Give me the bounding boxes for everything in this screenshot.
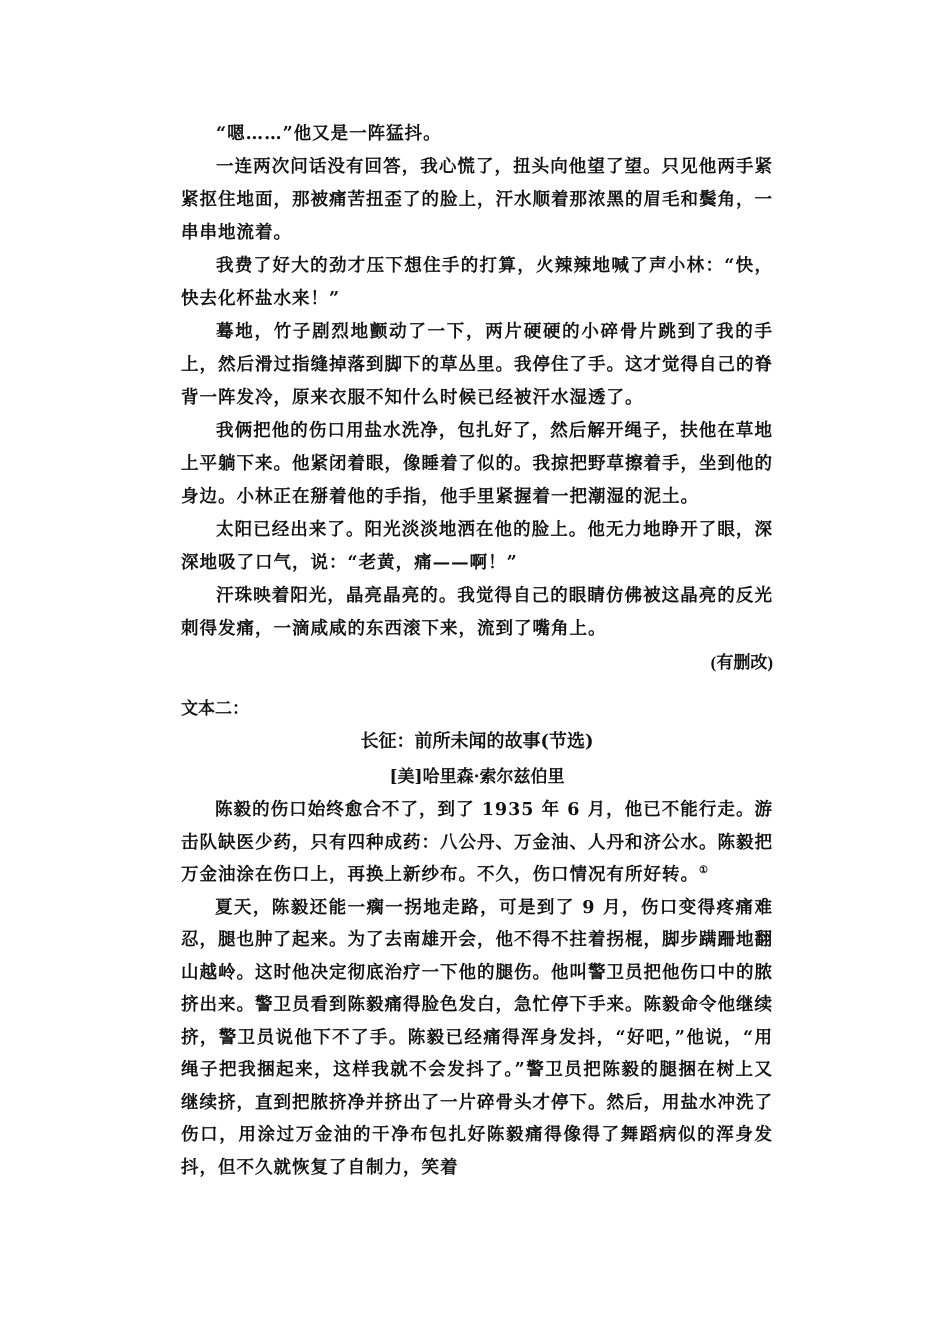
paragraph: 我俩把他的伤口用盐水洗净，包扎好了，然后解开绳子，扶他在草地上平躺下来。他紧闭着眼，像睡着了似的。我掠把野草擦着手，坐到他的身边。小林正在掰着他的手指，他手里紧握着一把潮湿的泥土。 <box>181 421 773 507</box>
section-label: 文本二： <box>181 699 249 719</box>
paragraph <box>181 794 773 892</box>
paragraph-text: 陈毅的伤口始终愈合不了，到了 1935 年 6 月，他已不能行走。游击队缺医少药，只有四种成药：八公丹、万金油、人丹和济公水。陈毅把万金油涂在伤口上，再换上新纱布。不久，伤口情况有所好转。 <box>181 800 773 885</box>
footnote-mark: ① <box>699 865 709 877</box>
paragraph: 一连两次问话没有回答，我心慌了，扭头向他望了望。只见他两手紧紧抠住地面，那被痛苦扭歪了的脸上，汗水顺着那浓黑的眉毛和鬓角，一串串地流着。 <box>181 157 773 243</box>
paragraph: 我费了好大的劲才压下想住手的打算，火辣辣地喊了声小林：“快，快去化杯盐水来！” <box>181 256 773 309</box>
paragraph: 汗珠映着阳光，晶亮晶亮的。我觉得自己的眼睛仿佛被这晶亮的反光刺得发痛，一滴咸咸的东西滚下来，流到了嘴角上。 <box>181 586 773 639</box>
text-two-section <box>181 694 773 1184</box>
paragraph: 蓦地，竹子剧烈地颤动了一下，两片硬硬的小碎骨片跳到了我的手上，然后滑过指缝掉落到脚下的草丛里。我停住了手。这才觉得自己的脊背一阵发冷，原来衣服不知什么时候已经被汗水湿透了。 <box>181 322 773 408</box>
article-author: [美]哈里森·索尔兹伯里 <box>389 767 565 787</box>
document-page <box>181 118 773 1184</box>
article-title: 长征：前所未闻的故事(节选) <box>360 731 594 752</box>
paragraph: “嗯……”他又是一阵猛抖。 <box>216 124 442 144</box>
paragraph: 夏天，陈毅还能一瘸一拐地走路，可是到了 9 月，伤口变得疼痛难忍，腿也肿了起来。为了去南雄开会，他不得不拄着拐棍，脚步蹒跚地翻山越岭。这时他决定彻底治疗一下他的腿伤。他叫警卫员把他伤口中的脓挤出来。警卫员看到陈毅痛得脸色发白，急忙停下手来。陈毅命令他继续挤，警卫员说他下不了手。陈毅已经痛得浑身发抖，“好吧，”他说，“用绳子把我捆起来，这样我就不会发抖了。”警卫员把陈毅的腿捆在树上又继续挤，直到把脓挤净并挤出了一片碎骨头才停下。然后，用盐水冲洗了伤口，用涂过万金油的干净布包扎好陈毅痛得像得了舞蹈病似的浑身发抖，但不久就恢复了自制力，笑着 <box>181 897 773 1178</box>
paragraph: 太阳已经出来了。阳光淡淡地洒在他的脸上。他无力地睁开了眼，深深地吸了口气，说：“老黄，痛——啊！” <box>181 520 773 573</box>
edit-note: (有删改) <box>710 653 773 672</box>
text-one-section <box>181 118 773 680</box>
